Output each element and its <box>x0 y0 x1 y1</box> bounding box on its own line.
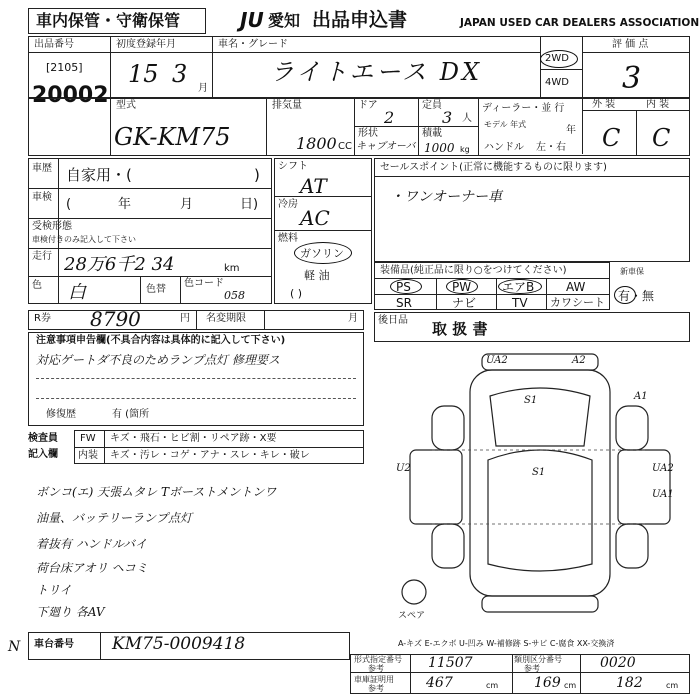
score-label: 評 価 点 <box>612 39 649 50</box>
drive-2wd: 2WD <box>545 53 569 64</box>
hand-line-4: 荷台床アオリ ヘコミ <box>36 561 148 575</box>
chassis-label: 車台番号 <box>34 639 74 650</box>
sales-box <box>374 158 690 262</box>
disp-label: 排気量 <box>272 100 302 111</box>
fw-label: FW <box>80 433 96 444</box>
equip-pw: PW <box>452 280 472 294</box>
ju-logo: JU <box>240 8 264 32</box>
notes-label: 注意事項申告欄(不具合内容は具体的に記入して下さい) <box>36 335 286 346</box>
handle-value: 左・右 <box>536 142 566 153</box>
ac-label: 冷房 <box>278 199 298 210</box>
equip-ps: PS <box>396 280 411 294</box>
interior-grade: C <box>652 124 671 152</box>
equipment-label: 装備品(純正品に限り○をつけてください) <box>380 265 567 276</box>
fuel-paren: ( ) <box>290 287 303 300</box>
color-code-value: 058 <box>224 289 245 302</box>
inspect-year: 年 <box>118 197 132 212</box>
length-unit: cm <box>486 681 499 690</box>
inspect-month: 月 <box>180 197 194 212</box>
inspector-label1: 検査員 <box>28 433 58 444</box>
disp-value: 1800 <box>296 134 337 153</box>
equip-seat: カワシート <box>550 296 605 309</box>
equip-sr: SR <box>396 296 412 310</box>
reg-year: 15 <box>128 60 159 88</box>
lot-sub: [2105] <box>46 61 83 74</box>
later-docs-value: 取 扱 書 <box>432 320 488 338</box>
storage-label: 車内保管・守衛保管 <box>36 11 181 30</box>
load-value: 1000 <box>424 141 455 155</box>
recycle-unit: 円 <box>180 313 190 324</box>
fw-items: キズ・飛石・ヒビ割・リペア跡・X要 <box>110 433 277 444</box>
fuel-label: 燃料 <box>278 233 298 244</box>
color-value: 白 <box>68 282 86 303</box>
dealer-label: ディーラー・並 行 <box>482 103 565 114</box>
inspector-label2: 記入欄 <box>28 449 58 460</box>
hand-line-3: 着抜有 ハンドルバイ <box>36 537 147 551</box>
later-docs-box <box>374 312 690 342</box>
mileage-label: 走行 <box>32 251 52 262</box>
ref-label-2: 参考 <box>524 664 540 673</box>
color-code-label: 色コード <box>184 278 224 289</box>
shape-value: キャブオーバ <box>356 141 416 152</box>
reg-month-unit: 月 <box>198 83 208 94</box>
exterior-label: 外 装 <box>592 99 616 110</box>
equip-navi: ナビ <box>452 296 477 310</box>
load-unit: kg <box>460 145 470 154</box>
model-label: 型式 <box>116 100 136 111</box>
repair-label: 修復歴 <box>46 409 76 420</box>
new-car-label: 新車保 <box>620 267 644 276</box>
name-label: 車名・グレード <box>218 39 288 50</box>
fuel-gas-circle <box>294 242 352 264</box>
margin-mark: N <box>8 639 21 655</box>
model-value: GK-KM75 <box>114 123 231 151</box>
new-car-circle <box>614 286 636 304</box>
model-year-label: モデル 年式 <box>484 120 527 129</box>
notes-line1: 対応ゲートダ不良のためランプ点灯 修理要ス <box>36 353 280 367</box>
lot-number: 20002 <box>32 83 109 108</box>
year-unit: 年 <box>566 125 576 136</box>
mark-ua1-right: UA1 <box>652 489 674 500</box>
mark-ua2-top: UA2 <box>486 355 508 366</box>
width-unit: cm <box>564 681 577 690</box>
equip-airbag: エアB <box>502 280 535 294</box>
doors-label: ドア <box>358 100 378 111</box>
interior-label: 内 装 <box>646 99 670 110</box>
equip-airbag-circle <box>498 279 542 294</box>
chassis-value: KM75-0009418 <box>112 634 246 654</box>
recv-label: 受検形態 <box>32 221 72 232</box>
mark-a1-right: A1 <box>634 391 648 402</box>
drive-4wd: 4WD <box>545 77 569 88</box>
mark-a2-top: A2 <box>572 355 586 366</box>
equip-pw-circle <box>446 279 478 294</box>
notes-box <box>28 332 364 426</box>
equip-aw: AW <box>566 280 586 294</box>
history-label: 車歴 <box>32 163 52 174</box>
recycle-value: 8790 <box>90 307 141 331</box>
hand-line-6: 下廻り 各AV <box>36 605 105 619</box>
color-swap-label: 色替 <box>146 284 166 295</box>
sales-value: ・ワンオーナー車 <box>390 189 502 205</box>
fuel-light: 軽 油 <box>304 269 330 282</box>
hand-line-1: ボンコ(エ) 天張ムタレ Tボーストメントンワ <box>36 485 277 499</box>
sales-label: セールスポイント(正常に機能するものに限ります) <box>380 162 607 173</box>
height-unit: cm <box>666 681 679 690</box>
equip-ps-circle <box>390 279 422 294</box>
mark-u2-left: U2 <box>396 463 411 474</box>
reg-month: 3 <box>172 60 188 88</box>
reg-label: 初度登録年月 <box>116 39 176 50</box>
exterior-grade: C <box>602 124 621 152</box>
new-car-value: 有・無 <box>618 289 655 303</box>
ref-label-1: 参考 <box>368 664 384 673</box>
hand-line-5: トリイ <box>36 583 72 597</box>
lot-label: 出品番号 <box>34 39 74 50</box>
name-value: ライトエース DX <box>270 58 483 86</box>
history-value: 自家用・( <box>66 166 132 184</box>
handle-label: ハンドル <box>484 142 524 153</box>
doors-value: 2 <box>384 108 395 127</box>
color-label: 色 <box>32 280 42 291</box>
doc-title: 出品申込書 <box>312 9 408 31</box>
org-name: 愛知 <box>268 11 301 30</box>
equip-tv: TV <box>512 296 528 310</box>
inspect-open: ( <box>66 197 72 212</box>
cap-value: 3 <box>442 108 453 127</box>
recycle-label: R券 <box>34 313 51 324</box>
height-value: 182 <box>616 675 643 691</box>
int-label: 内装 <box>78 450 98 461</box>
spare-label: スペア <box>398 611 426 621</box>
ref-label-3: 参考 <box>368 684 384 693</box>
length-value: 467 <box>426 675 453 691</box>
type-value: 11507 <box>428 655 473 671</box>
name-change-month: 月 <box>348 313 358 324</box>
hand-line-2: 油量、バッテリーランプ点灯 <box>36 511 193 525</box>
shape-label: 形状 <box>358 128 378 139</box>
recv-note: 車検付きのみ記入して下さい <box>32 235 136 244</box>
fuel-gas: ガソリン <box>300 247 344 260</box>
history-close: ) <box>254 166 260 184</box>
assoc-name: JAPAN USED CAR DEALERS ASSOCIATION <box>460 17 700 29</box>
mileage-value: 28万6千2 34 <box>64 254 175 275</box>
later-docs-label: 後日品 <box>378 315 408 326</box>
inspect-day: 日) <box>240 197 259 212</box>
damage-legend: A-キズ E-エクボ U-凹み W-補修跡 S-サビ C-腐食 XX-交換済 <box>398 639 615 648</box>
ac-value: AC <box>300 206 330 230</box>
shift-value: AT <box>300 174 327 198</box>
mark-ua2-right: UA2 <box>652 463 674 474</box>
shift-label: シフト <box>278 161 308 172</box>
repair-value: 有 (箇所 <box>112 409 150 420</box>
score: 3 <box>622 61 642 96</box>
mark-s1-roof: S1 <box>524 395 538 406</box>
type-label: 形式指定番号 <box>354 655 402 664</box>
inspect-label: 車検 <box>32 192 52 203</box>
cap-label: 定員 <box>422 100 442 111</box>
mileage-unit: km <box>224 263 240 274</box>
load-label: 積載 <box>422 128 442 139</box>
int-items: キズ・汚レ・コゲ・アナ・スレ・キレ・破レ <box>110 450 310 461</box>
disp-unit: CC <box>338 141 352 152</box>
name-change-label: 名変期限 <box>206 313 246 324</box>
width-value: 169 <box>534 675 561 691</box>
class-value: 0020 <box>600 655 636 671</box>
class-label: 類別区分番号 <box>514 655 562 664</box>
mark-s1-bed: S1 <box>532 467 546 478</box>
length-label: 車庫証明用 <box>354 675 394 684</box>
cap-unit: 人 <box>462 113 472 124</box>
drive-2wd-circle <box>540 50 578 68</box>
